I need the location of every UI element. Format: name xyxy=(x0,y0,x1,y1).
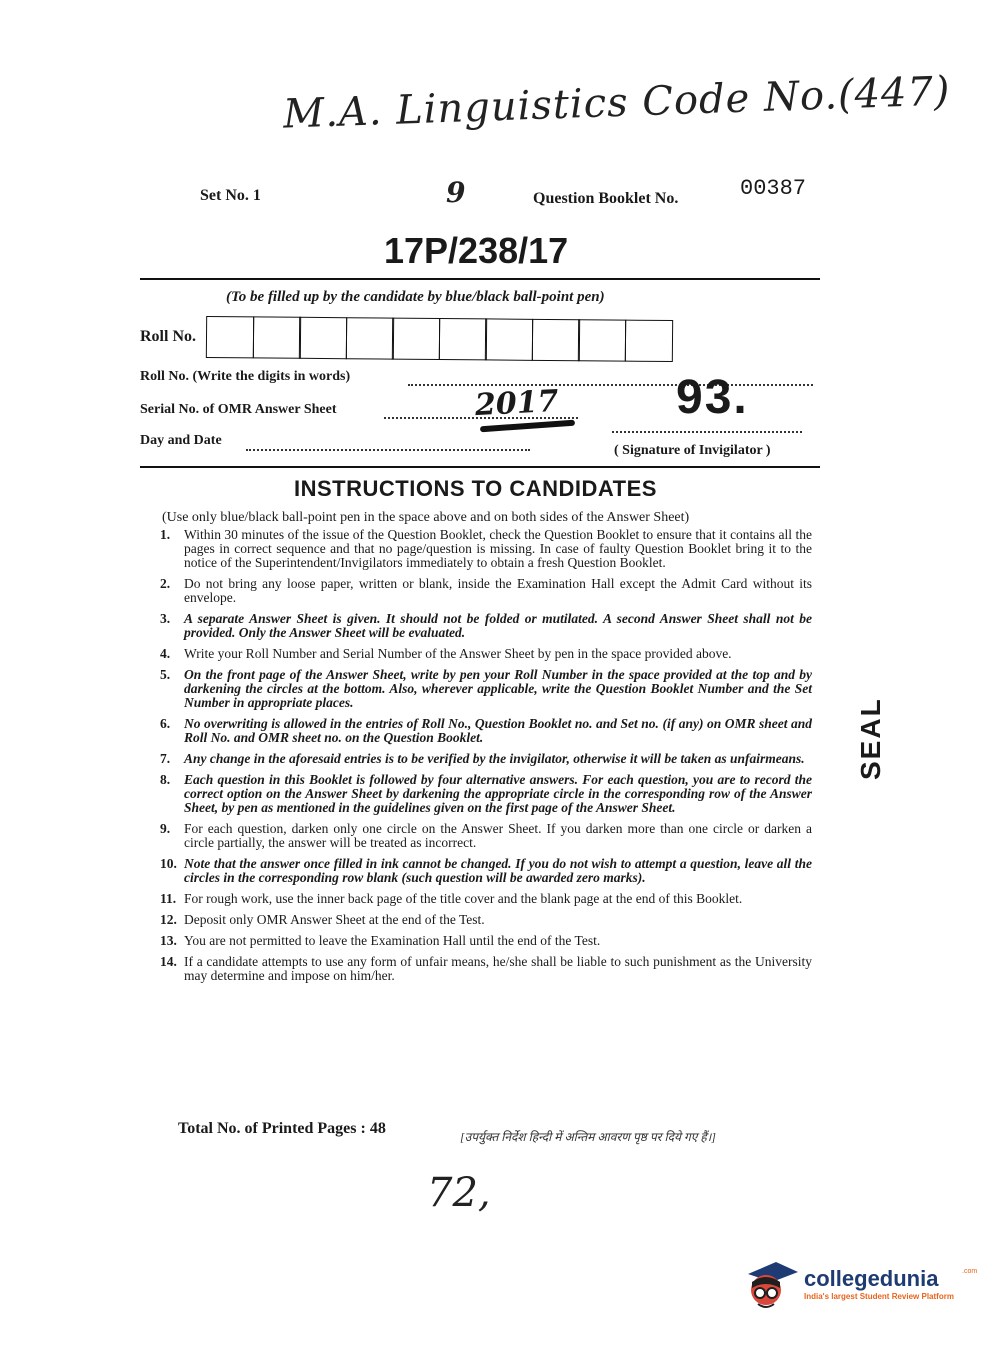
handwritten-serial-number: 2017 xyxy=(474,383,560,424)
instruction-number: 1. xyxy=(160,527,171,542)
instruction-number: 14. xyxy=(160,954,177,969)
roll-in-words-label: Roll No. (Write the digits in words) xyxy=(140,369,351,384)
instruction-number: 13. xyxy=(160,933,177,948)
handwritten-invigilator-mark: 93. xyxy=(676,371,749,424)
instruction-item xyxy=(160,717,812,745)
instructions-preamble: (Use only blue/black ball-point pen in the space above and on both sides of the Answer Sheet) xyxy=(162,510,690,525)
instruction-number: 11. xyxy=(160,891,177,906)
day-date-label: Day and Date xyxy=(140,433,222,448)
question-booklet-label: Question Booklet No. xyxy=(533,190,679,207)
form-divider xyxy=(140,466,820,468)
instruction-item xyxy=(160,955,812,983)
handwritten-course-title: M.A. Linguistics Code No.(447) xyxy=(282,68,952,138)
seal-label: SEAL xyxy=(855,697,886,780)
roll-digit-box[interactable] xyxy=(392,318,440,360)
instruction-item xyxy=(160,612,812,640)
instructions-title: INSTRUCTIONS TO CANDIDATES xyxy=(294,476,657,501)
instruction-item xyxy=(160,668,812,710)
collegedunia-logo-icon xyxy=(742,1252,800,1312)
paper-code: 17P/238/17 xyxy=(384,230,569,271)
roll-no-boxes xyxy=(206,316,671,362)
instruction-text: Any change in the aforesaid entries is to be verified by the invigilator, otherwise it will be taken as unfairmeans. xyxy=(184,751,805,766)
roll-in-words-field[interactable] xyxy=(408,384,813,386)
instruction-item xyxy=(160,577,812,605)
collegedunia-watermark xyxy=(742,1252,978,1316)
signature-invigilator-label: ( Signature of Invigilator ) xyxy=(614,443,771,458)
signature-field[interactable] xyxy=(612,431,802,433)
roll-digit-box[interactable] xyxy=(252,316,300,358)
instruction-number: 4. xyxy=(160,646,171,661)
instruction-item xyxy=(160,647,812,661)
roll-digit-box[interactable] xyxy=(345,317,393,359)
handwritten-set-mark: 9 xyxy=(446,176,466,209)
instruction-text: For rough work, use the inner back page of the title cover and the blank page at the end of this Booklet. xyxy=(184,891,743,906)
instruction-number: 9. xyxy=(160,821,171,836)
question-booklet-number: 00387 xyxy=(740,176,807,201)
header-divider xyxy=(140,278,820,280)
instruction-text: Deposit only OMR Answer Sheet at the end of the Test. xyxy=(184,912,485,927)
instruction-text: If a candidate attempts to use any form of unfair means, he/she shall be liable to such punishment as the University may determine and impose on him/her. xyxy=(184,954,812,983)
instruction-text: A separate Answer Sheet is given. It should not be folded or mutilated. A second Answer Sheet shall not be provided. Only the Answer Sheet will be evaluated. xyxy=(184,611,812,640)
handwritten-bottom-number: 72, xyxy=(427,1170,491,1216)
roll-digit-box[interactable] xyxy=(485,318,533,360)
roll-digit-box[interactable] xyxy=(206,316,254,358)
instruction-item xyxy=(160,857,812,885)
roll-digit-box[interactable] xyxy=(578,319,626,361)
instruction-number: 10. xyxy=(160,856,177,871)
instruction-item xyxy=(160,528,812,570)
instruction-number: 3. xyxy=(160,611,171,626)
instruction-item xyxy=(160,822,812,850)
brand-name: collegedunia xyxy=(804,1266,939,1291)
instruction-text: On the front page of the Answer Sheet, write by pen your Roll Number in the space provided at the top and by darkening the circles at the bottom. Also, wherever applicable, write the Question Booklet Number and the Set Number in appropriate places. xyxy=(184,667,812,710)
instruction-item xyxy=(160,934,812,948)
instruction-text: Each question in this Booklet is followed by four alternative answers. For each question, you are to record the correct option on the Answer Sheet by darkening the appropriate circle in the corresponding row of the Answer Sheet, by pen as mentioned in the guidelines given on the first page of the Answer Sheet. xyxy=(184,772,812,815)
instructions-list xyxy=(160,528,812,990)
brand-com: .com xyxy=(962,1268,978,1275)
instruction-number: 5. xyxy=(160,667,171,682)
instruction-number: 8. xyxy=(160,772,171,787)
instruction-text: For each question, darken only one circle on the Answer Sheet. If you darken more than one circle or darken a circle partially, the answer will be treated as incorrect. xyxy=(184,821,812,850)
roll-digit-box[interactable] xyxy=(438,318,486,360)
hindi-note: [उपर्युक्त निर्देश हिन्दी में अन्तिम आवरण पृष्ठ पर दिये गए हैं।] xyxy=(460,1130,716,1144)
instruction-item xyxy=(160,892,812,906)
instruction-text: No overwriting is allowed in the entries of Roll No., Question Booklet no. and Set no. (if any) on OMR sheet and Roll No. and OMR sheet no. on the Question Booklet. xyxy=(184,716,812,745)
roll-no-label: Roll No. xyxy=(140,328,196,345)
instruction-text: Within 30 minutes of the issue of the Question Booklet, check the Question Booklet to ensure that it contains all the pages in correct sequence and that no page/question is missing. In case of faulty Question Booklet bring it to the notice of the Superintendent/Invigilators immediately to obtain a fresh Question Booklet. xyxy=(184,527,812,570)
set-number: Set No. 1 xyxy=(200,187,261,204)
instruction-item xyxy=(160,913,812,927)
instruction-text: Write your Roll Number and Serial Number of the Answer Sheet by pen in the space provided above. xyxy=(184,646,732,661)
instruction-item xyxy=(160,752,812,766)
brand-tagline: India's largest Student Review Platform xyxy=(804,1292,954,1301)
instruction-item xyxy=(160,773,812,815)
serial-omr-label: Serial No. of OMR Answer Sheet xyxy=(140,402,337,417)
roll-digit-box[interactable] xyxy=(531,319,579,361)
instruction-number: 7. xyxy=(160,751,171,766)
instruction-text: You are not permitted to leave the Examination Hall until the end of the Test. xyxy=(184,933,601,948)
instruction-text: Do not bring any loose paper, written or blank, inside the Examination Hall except the Admit Card without its envelope. xyxy=(184,576,812,605)
instruction-number: 6. xyxy=(160,716,171,731)
day-date-field[interactable] xyxy=(246,449,530,451)
total-printed-pages: Total No. of Printed Pages : 48 xyxy=(178,1120,386,1137)
instruction-text: Note that the answer once filled in ink cannot be changed. If you do not wish to attempt a question, leave all the circles in the corresponding row blank (such question will be awarded zero marks). xyxy=(184,856,812,885)
instruction-number: 2. xyxy=(160,576,171,591)
fill-note: (To be filled up by the candidate by blue/black ball-point pen) xyxy=(226,289,605,305)
roll-digit-box[interactable] xyxy=(299,317,347,359)
instruction-number: 12. xyxy=(160,912,177,927)
roll-digit-box[interactable] xyxy=(624,320,672,362)
